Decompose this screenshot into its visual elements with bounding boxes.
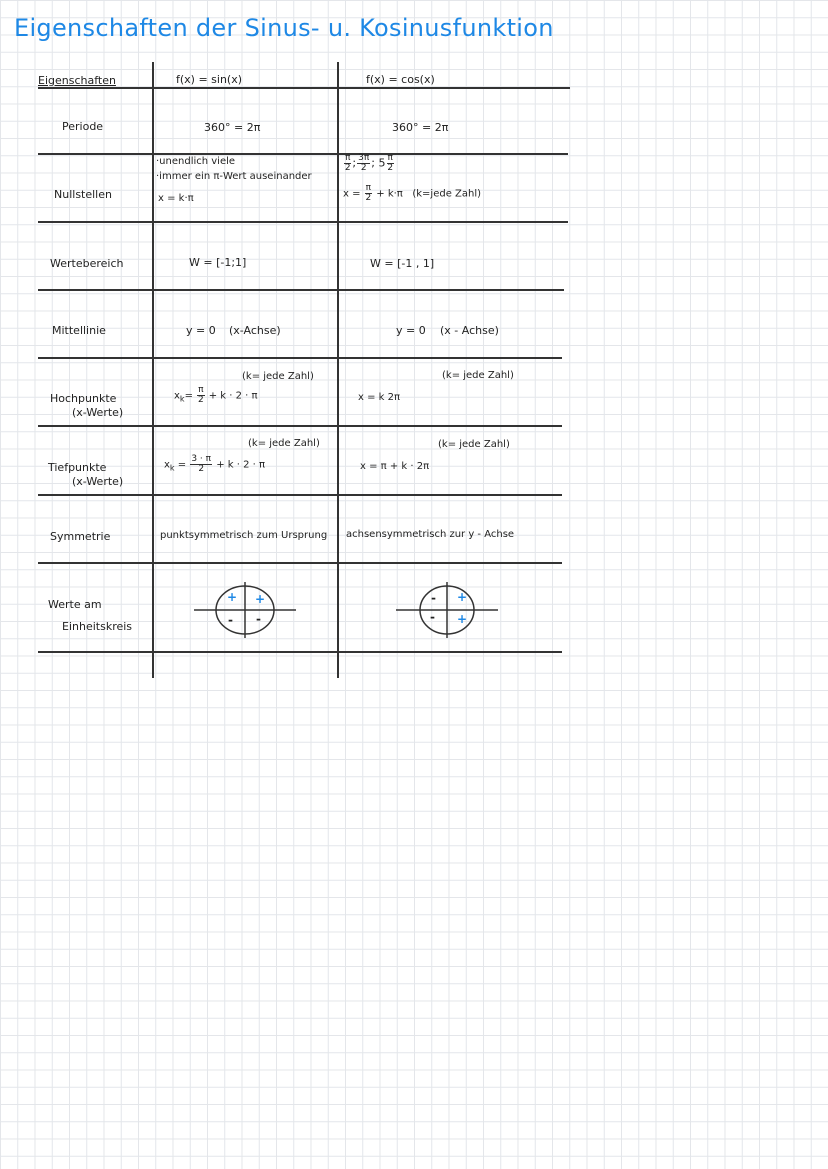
label-periode: Periode [62, 120, 104, 133]
formula-prefix: x = [343, 188, 361, 200]
label-tiefpunkte: Tiefpunkte [48, 461, 107, 474]
label-einheitskreis: Werte am [48, 598, 102, 611]
quadrant-sign: + [457, 612, 468, 626]
row-divider [38, 651, 562, 653]
label-symmetrie: Symmetrie [50, 530, 111, 543]
fraction-numerator: π [365, 183, 372, 193]
cos-mittellinie-note: (x - Achse) [440, 324, 499, 337]
cos-hochpunkte-formula: x = k 2π [358, 392, 401, 403]
quadrant-sign: + [255, 592, 266, 606]
cos-unit-circle [396, 580, 498, 640]
fraction-numerator: π [387, 153, 393, 163]
sin-nullstellen-line3: x = k·π [158, 193, 194, 204]
quadrant-sign: - [430, 610, 435, 624]
cos-nullstellen-list: $\frac{\pi}{2}$ ; $\frac{3\pi}{2}$ ; 5 $\frac{\pi}{2}$ [344, 153, 394, 173]
row-divider [38, 289, 564, 291]
row-divider [38, 153, 568, 155]
quadrant-sign: - [431, 591, 436, 605]
formula-suffix: + k · 2 · π [216, 459, 266, 471]
fraction-numerator: π [198, 385, 204, 395]
formula-subscript: k [169, 463, 175, 473]
formula-equals: = [184, 390, 193, 402]
cos-mittellinie-value: y = 0 [396, 324, 426, 337]
row-divider [38, 221, 568, 223]
sin-nullstellen-line2: ·immer ein π-Wert auseinander [156, 171, 312, 182]
cos-nullstellen-formula [343, 184, 481, 203]
row-divider [38, 425, 562, 427]
sin-tiefpunkte-formula [164, 455, 265, 474]
label-einheitskreis-sub: Einheitskreis [62, 620, 133, 633]
formula-variable: x [174, 390, 180, 402]
formula-suffix: + k·π (k=jede Zahl) [376, 188, 482, 200]
fraction-numerator: π [345, 153, 351, 163]
label-hochpunkte-sub: (x-Werte) [72, 406, 124, 419]
page-title: Eigenschaften der Sinus- u. Kosinusfunktion [14, 14, 554, 42]
sin-mittellinie-value: y = 0 [186, 324, 216, 337]
header-sin: f(x) = sin(x) [176, 73, 243, 86]
fraction-denominator: 2 [344, 163, 351, 173]
fraction-numerator: 3 · π [191, 454, 212, 464]
coefficient: 5 [378, 156, 386, 170]
unit-circle-icon [194, 580, 296, 640]
sin-hochpunkte-formula [174, 386, 258, 405]
header-properties: Eigenschaften [38, 74, 116, 87]
quadrant-sign: + [457, 590, 468, 604]
cos-hochpunkte-note: (k= jede Zahl) [442, 370, 514, 381]
fraction-numerator: 3π [358, 153, 370, 163]
cos-symmetrie: achsensymmetrisch zur y - Achse [346, 529, 515, 540]
fraction-denominator: 2 [365, 193, 372, 203]
fraction-denominator: 2 [360, 163, 367, 173]
cos-tiefpunkte-note: (k= jede Zahl) [438, 439, 510, 450]
sin-unit-circle [194, 580, 296, 640]
quadrant-sign: - [256, 612, 261, 626]
formula-suffix: + k · 2 · π [208, 390, 258, 402]
fraction-denominator: 2 [197, 395, 204, 405]
label-tiefpunkte-sub: (x-Werte) [72, 475, 124, 488]
label-mittellinie: Mittellinie [52, 324, 106, 337]
label-wertebereich: Wertebereich [50, 257, 124, 270]
cos-tiefpunkte-formula: x = π + k · 2π [360, 461, 430, 472]
label-nullstellen: Nullstellen [54, 188, 112, 201]
unit-circle-icon [396, 580, 498, 640]
label-hochpunkte: Hochpunkte [50, 392, 117, 405]
cos-periode: 360° = 2π [392, 121, 449, 134]
fraction-denominator: 2 [387, 163, 394, 173]
formula-equals: = [177, 459, 187, 471]
fraction-denominator: 2 [198, 464, 205, 474]
sin-tiefpunkte-note: (k= jede Zahl) [248, 438, 320, 449]
sin-nullstellen-line1: ·unendlich viele [156, 156, 236, 167]
cos-wertebereich: W = [-1 , 1] [370, 257, 435, 270]
sin-hochpunkte-note: (k= jede Zahl) [242, 371, 314, 382]
sin-periode: 360° = 2π [204, 121, 261, 134]
quadrant-sign: - [228, 613, 233, 627]
sin-mittellinie-note: (x-Achse) [229, 324, 281, 337]
row-divider [38, 87, 570, 89]
row-divider [38, 494, 562, 496]
sin-wertebereich: W = [-1;1] [189, 256, 247, 269]
quadrant-sign: + [227, 590, 238, 604]
header-cos: f(x) = cos(x) [366, 73, 435, 86]
row-divider [38, 357, 562, 359]
row-divider [38, 562, 562, 564]
formula-variable: x [164, 459, 170, 471]
sin-symmetrie: punktsymmetrisch zum Ursprung [160, 530, 328, 541]
formula-subscript: k [179, 394, 185, 404]
